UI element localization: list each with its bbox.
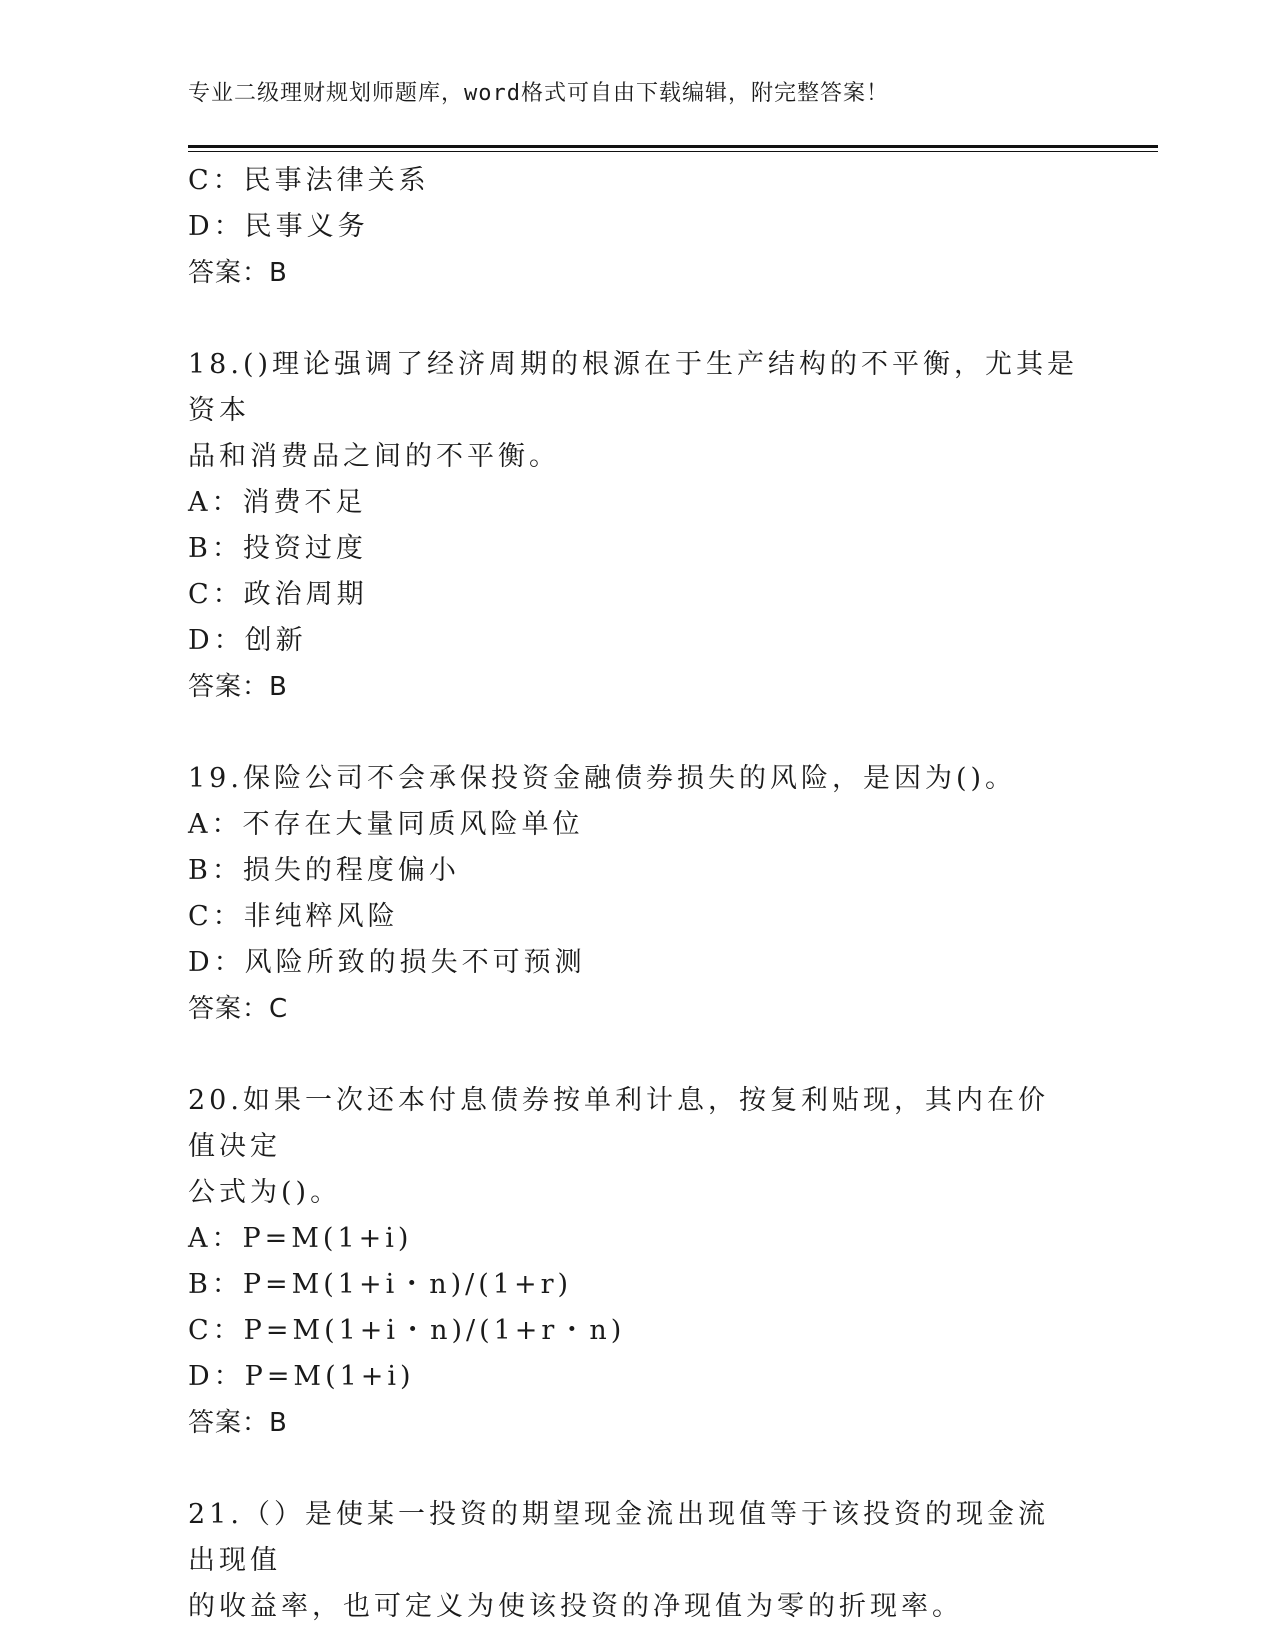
question-19-option-d: D：风险所致的损失不可预测	[188, 947, 586, 978]
question-20-answer: 答案：B	[188, 1408, 288, 1438]
question-19-option-c: C：非纯粹风险	[188, 901, 399, 932]
header-rule-thick	[188, 145, 1158, 148]
option-d: D：民事义务	[188, 211, 369, 242]
spacer	[188, 710, 1088, 756]
question-18-answer: 答案：B	[188, 672, 288, 702]
question-19-option-b: B：损失的程度偏小	[188, 855, 460, 886]
question-21-stem-line2: 的收益率，也可定义为使该投资的净现值为零的折现率。	[188, 1591, 963, 1622]
spacer	[188, 1446, 1088, 1492]
header-rule-thin	[188, 151, 1158, 152]
question-21-stem-line1: 21.（）是使某一投资的期望现金流出现值等于该投资的现金流出现值	[188, 1499, 1049, 1576]
question-20-stem-line1: 20.如果一次还本付息债券按单利计息，按复利贴现，其内在价值决定	[188, 1085, 1049, 1162]
question-18-option-d: D：创新	[188, 625, 307, 656]
question-18-stem-line2: 品和消费品之间的不平衡。	[188, 441, 560, 472]
spacer	[188, 1032, 1088, 1078]
question-20-option-a: A：P=M(1+i)	[188, 1223, 413, 1254]
answer-line: 答案：B	[188, 258, 288, 288]
page-header: 专业二级理财规划师题库，word格式可自由下载编辑，附完整答案！	[188, 81, 889, 106]
question-20-option-b: B：P=M(1+i・n)/(1+r)	[188, 1269, 573, 1300]
question-18-option-c: C：政治周期	[188, 579, 368, 610]
option-c: C：民事法律关系	[188, 165, 430, 196]
question-19-stem-line1: 19.保险公司不会承保投资金融债券损失的风险，是因为()。	[188, 763, 1017, 794]
question-20-option-d: D：P=M(1+i)	[188, 1361, 415, 1392]
question-content	[188, 158, 1088, 1630]
question-20-stem-line2: 公式为()。	[188, 1177, 342, 1208]
question-18-option-b: B：投资过度	[188, 533, 367, 564]
question-20-option-c: C：P=M(1+i・n)/(1+r・n)	[188, 1315, 626, 1346]
question-19-option-a: A：不存在大量同质风险单位	[188, 809, 584, 840]
question-19-answer: 答案：C	[188, 994, 289, 1024]
spacer	[188, 296, 1088, 342]
question-18-stem-line1: 18.()理论强调了经济周期的根源在于生产结构的不平衡，尤其是资本	[188, 349, 1079, 426]
question-18-option-a: A：消费不足	[188, 487, 367, 518]
